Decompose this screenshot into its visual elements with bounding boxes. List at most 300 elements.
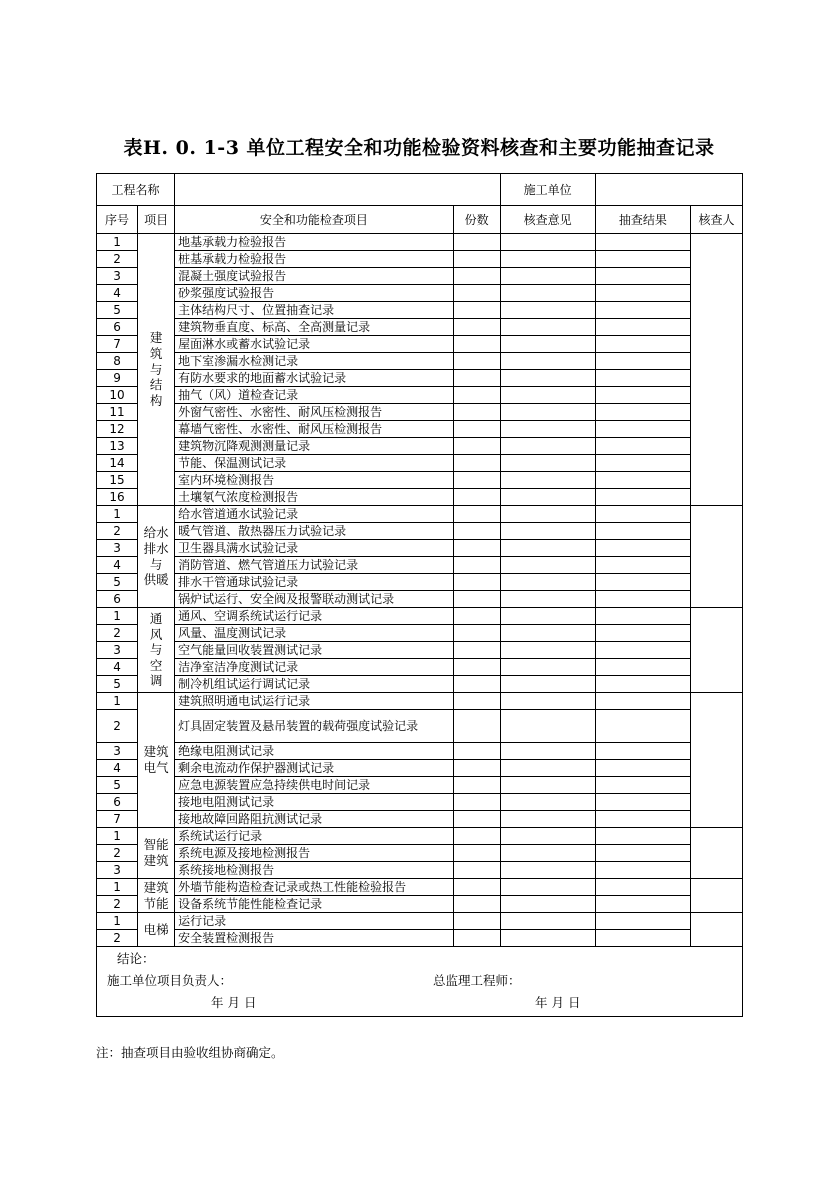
category-text: 与 — [149, 556, 163, 572]
table-row — [97, 438, 743, 455]
opinion-cell[interactable] — [500, 693, 595, 710]
copies-cell[interactable] — [453, 642, 500, 659]
copies-cell[interactable] — [453, 794, 500, 811]
opinion-cell[interactable] — [500, 455, 595, 472]
opinion-cell[interactable] — [500, 251, 595, 268]
opinion-cell[interactable] — [500, 642, 595, 659]
category-text: 节能 — [143, 895, 169, 911]
result-cell[interactable] — [595, 794, 690, 811]
check-item-name: 建筑物沉降观测测量记录 — [175, 438, 453, 455]
category-text: 电梯 — [143, 921, 169, 937]
opinion-cell[interactable] — [500, 743, 595, 760]
table-row — [97, 523, 743, 540]
opinion-cell[interactable] — [500, 353, 595, 370]
table-row — [97, 336, 743, 353]
row-number: 2 — [97, 930, 138, 947]
opinion-cell[interactable] — [500, 319, 595, 336]
copies-cell[interactable] — [453, 591, 500, 608]
table-row — [97, 285, 743, 302]
check-item-name: 接地电阻测试记录 — [175, 794, 453, 811]
opinion-cell[interactable] — [500, 591, 595, 608]
copies-cell[interactable] — [453, 930, 500, 947]
result-cell[interactable] — [595, 930, 690, 947]
copies-cell[interactable] — [453, 421, 500, 438]
check-item-name: 接地故障回路阻抗测试记录 — [175, 811, 453, 828]
table-row — [97, 828, 743, 845]
result-cell[interactable] — [595, 777, 690, 794]
opinion-cell[interactable] — [500, 438, 595, 455]
check-item-name: 洁净室洁净度测试记录 — [175, 659, 453, 676]
contractor-label: 施工单位 — [500, 174, 595, 206]
category-text: 与 — [149, 642, 163, 658]
table-row — [97, 693, 743, 710]
row-number: 12 — [97, 421, 138, 438]
opinion-cell[interactable] — [500, 845, 595, 862]
date-right: 年 月 日 — [535, 995, 581, 1010]
opinion-cell[interactable] — [500, 234, 595, 251]
checker-cell[interactable] — [690, 879, 742, 913]
copies-cell[interactable] — [453, 862, 500, 879]
check-item-name: 土壤氡气浓度检测报告 — [175, 489, 453, 506]
project-name-label: 工程名称 — [97, 174, 175, 206]
opinion-cell[interactable] — [500, 574, 595, 591]
checker-cell[interactable] — [690, 828, 742, 879]
check-item-name: 地基承载力检验报告 — [175, 234, 453, 251]
table-row — [97, 455, 743, 472]
copies-cell[interactable] — [453, 913, 500, 930]
table-row — [97, 591, 743, 608]
check-item-name: 空气能量回收装置测试记录 — [175, 642, 453, 659]
category-text: 排水 — [143, 540, 169, 556]
checker-cell[interactable] — [690, 506, 742, 608]
table-row — [97, 710, 743, 743]
result-cell[interactable] — [595, 234, 690, 251]
opinion-cell[interactable] — [500, 760, 595, 777]
row-number: 3 — [97, 862, 138, 879]
check-item-name: 建筑照明通电试运行记录 — [175, 693, 453, 710]
column-header-row — [97, 206, 743, 234]
opinion-cell[interactable] — [500, 896, 595, 913]
table-row — [97, 811, 743, 828]
check-item-name: 节能、保温测试记录 — [175, 455, 453, 472]
col-header-result: 抽查结果 — [595, 206, 690, 234]
opinion-cell[interactable] — [500, 285, 595, 302]
row-number: 4 — [97, 285, 138, 302]
row-number: 6 — [97, 794, 138, 811]
row-number: 10 — [97, 387, 138, 404]
check-item-name: 绝缘电阻测试记录 — [175, 743, 453, 760]
copies-cell[interactable] — [453, 370, 500, 387]
result-cell[interactable] — [595, 896, 690, 913]
table-row — [97, 353, 743, 370]
category-text: 建筑 — [143, 879, 169, 895]
table-row — [97, 676, 743, 693]
copies-cell[interactable] — [453, 557, 500, 574]
row-number: 13 — [97, 438, 138, 455]
check-item-name: 地下室渗漏水检测记录 — [175, 353, 453, 370]
opinion-cell[interactable] — [500, 913, 595, 930]
result-cell[interactable] — [595, 879, 690, 896]
row-number: 7 — [97, 336, 138, 353]
row-number: 1 — [97, 879, 138, 896]
table-row — [97, 489, 743, 506]
result-cell[interactable] — [595, 268, 690, 285]
copies-cell[interactable] — [453, 523, 500, 540]
table-row — [97, 659, 743, 676]
category-label — [138, 828, 175, 879]
table-row — [97, 896, 743, 913]
table-row — [97, 404, 743, 421]
check-item-name: 外窗气密性、水密性、耐风压检测报告 — [175, 404, 453, 421]
copies-cell[interactable] — [453, 438, 500, 455]
check-item-name: 系统接地检测报告 — [175, 862, 453, 879]
table-row — [97, 642, 743, 659]
row-number: 16 — [97, 489, 138, 506]
opinion-cell[interactable] — [500, 710, 595, 743]
copies-cell[interactable] — [453, 251, 500, 268]
opinion-cell[interactable] — [500, 625, 595, 642]
opinion-cell[interactable] — [500, 862, 595, 879]
check-item-name: 系统电源及接地检测报告 — [175, 845, 453, 862]
copies-cell[interactable] — [453, 404, 500, 421]
result-cell[interactable] — [595, 523, 690, 540]
copies-cell[interactable] — [453, 828, 500, 845]
category-text: 结 — [149, 377, 163, 393]
result-cell[interactable] — [595, 676, 690, 693]
copies-cell[interactable] — [453, 608, 500, 625]
table-row — [97, 574, 743, 591]
table-row — [97, 319, 743, 336]
opinion-cell[interactable] — [500, 370, 595, 387]
category-text: 建筑 — [143, 853, 169, 868]
check-item-name: 屋面淋水或蓄水试验记录 — [175, 336, 453, 353]
result-cell[interactable] — [595, 659, 690, 676]
row-number: 11 — [97, 404, 138, 421]
opinion-cell[interactable] — [500, 404, 595, 421]
copies-cell[interactable] — [453, 710, 500, 743]
category-text: 建 — [149, 330, 163, 346]
result-cell[interactable] — [595, 319, 690, 336]
result-cell[interactable] — [595, 336, 690, 353]
table-row — [97, 625, 743, 642]
category-text: 与 — [149, 361, 163, 377]
col-header-seq: 序号 — [97, 206, 138, 234]
copies-cell[interactable] — [453, 659, 500, 676]
row-number: 1 — [97, 693, 138, 710]
signature-row — [97, 947, 743, 1017]
row-number: 5 — [97, 302, 138, 319]
opinion-cell[interactable] — [500, 879, 595, 896]
copies-cell[interactable] — [453, 319, 500, 336]
result-cell[interactable] — [595, 693, 690, 710]
conclusion-label: 结论： — [117, 951, 155, 966]
opinion-cell[interactable] — [500, 506, 595, 523]
row-number: 1 — [97, 234, 138, 251]
project-info-row — [97, 174, 743, 206]
row-number: 3 — [97, 642, 138, 659]
row-number: 4 — [97, 557, 138, 574]
result-cell[interactable] — [595, 828, 690, 845]
copies-cell[interactable] — [453, 879, 500, 896]
category-label — [138, 234, 175, 506]
check-item-name: 风量、温度测试记录 — [175, 625, 453, 642]
copies-cell[interactable] — [453, 676, 500, 693]
copies-cell[interactable] — [453, 489, 500, 506]
check-item-name: 给水管道通水试验记录 — [175, 506, 453, 523]
check-item-name: 主体结构尺寸、位置抽查记录 — [175, 302, 453, 319]
row-number: 8 — [97, 353, 138, 370]
check-item-name: 灯具固定装置及悬吊装置的载荷强度试验记录 — [175, 710, 453, 743]
opinion-cell[interactable] — [500, 336, 595, 353]
row-number: 7 — [97, 811, 138, 828]
copies-cell[interactable] — [453, 760, 500, 777]
row-number: 5 — [97, 777, 138, 794]
result-cell[interactable] — [595, 302, 690, 319]
category-text: 调 — [149, 673, 163, 689]
check-item-name: 锅炉试运行、安全阀及报警联动测试记录 — [175, 591, 453, 608]
opinion-cell[interactable] — [500, 557, 595, 574]
result-cell[interactable] — [595, 421, 690, 438]
check-item-name: 剩余电流动作保护器测试记录 — [175, 760, 453, 777]
check-item-name: 建筑物垂直度、标高、全高测量记录 — [175, 319, 453, 336]
copies-cell[interactable] — [453, 777, 500, 794]
document-title: 表H. 0. 1-3 单位工程安全和功能检验资料核查和主要功能抽查记录 — [123, 137, 715, 159]
copies-cell[interactable] — [453, 811, 500, 828]
check-item-name: 外墙节能构造检查记录或热工性能检验报告 — [175, 879, 453, 896]
result-cell[interactable] — [595, 489, 690, 506]
row-number: 2 — [97, 523, 138, 540]
row-number: 6 — [97, 591, 138, 608]
check-item-name: 通风、空调系统试运行记录 — [175, 608, 453, 625]
result-cell[interactable] — [595, 642, 690, 659]
copies-cell[interactable] — [453, 896, 500, 913]
copies-cell[interactable] — [453, 693, 500, 710]
result-cell[interactable] — [595, 591, 690, 608]
copies-cell[interactable] — [453, 574, 500, 591]
opinion-cell[interactable] — [500, 794, 595, 811]
opinion-cell[interactable] — [500, 302, 595, 319]
table-row — [97, 268, 743, 285]
category-label — [138, 608, 175, 693]
col-header-item: 安全和功能检查项目 — [175, 206, 453, 234]
result-cell[interactable] — [595, 285, 690, 302]
opinion-cell[interactable] — [500, 608, 595, 625]
opinion-cell[interactable] — [500, 811, 595, 828]
row-number: 2 — [97, 845, 138, 862]
copies-cell[interactable] — [453, 540, 500, 557]
table-row — [97, 845, 743, 862]
table-row — [97, 777, 743, 794]
row-number: 9 — [97, 370, 138, 387]
result-cell[interactable] — [595, 438, 690, 455]
category-text: 空 — [149, 657, 163, 673]
copies-cell[interactable] — [453, 455, 500, 472]
category-label — [138, 693, 175, 828]
result-cell[interactable] — [595, 574, 690, 591]
col-header-opinion: 核查意见 — [500, 206, 595, 234]
category-text: 风 — [149, 626, 163, 642]
row-number: 3 — [97, 540, 138, 557]
result-cell[interactable] — [595, 472, 690, 489]
project-name-field[interactable] — [175, 174, 500, 206]
table-row — [97, 913, 743, 930]
check-item-name: 消防管道、燃气管道压力试验记录 — [175, 557, 453, 574]
table-row — [97, 760, 743, 777]
check-item-name: 安全装置检测报告 — [175, 930, 453, 947]
opinion-cell[interactable] — [500, 472, 595, 489]
copies-cell[interactable] — [453, 336, 500, 353]
result-cell[interactable] — [595, 404, 690, 421]
table-row — [97, 743, 743, 760]
table-row — [97, 370, 743, 387]
col-header-category: 项目 — [138, 206, 175, 234]
category-text: 供暖 — [143, 572, 169, 588]
result-cell[interactable] — [595, 540, 690, 557]
check-item-name: 有防水要求的地面蓄水试验记录 — [175, 370, 453, 387]
check-item-name: 幕墙气密性、水密性、耐风压检测报告 — [175, 421, 453, 438]
check-item-name: 排水干管通球试验记录 — [175, 574, 453, 591]
date-left: 年 月 日 — [211, 995, 257, 1010]
category-label — [138, 506, 175, 608]
table-row — [97, 879, 743, 896]
opinion-cell[interactable] — [500, 676, 595, 693]
checker-cell[interactable] — [690, 608, 742, 693]
result-cell[interactable] — [595, 251, 690, 268]
result-cell[interactable] — [595, 387, 690, 404]
opinion-cell[interactable] — [500, 659, 595, 676]
check-item-name: 暖气管道、散热器压力试验记录 — [175, 523, 453, 540]
category-text: 构 — [149, 392, 163, 408]
contractor-field[interactable] — [595, 174, 742, 206]
checker-cell[interactable] — [690, 913, 742, 947]
table-row — [97, 862, 743, 879]
row-number: 6 — [97, 319, 138, 336]
row-number: 3 — [97, 268, 138, 285]
result-cell[interactable] — [595, 710, 690, 743]
table-row — [97, 506, 743, 523]
result-cell[interactable] — [595, 557, 690, 574]
row-number: 1 — [97, 913, 138, 930]
row-number: 14 — [97, 455, 138, 472]
checker-cell[interactable] — [690, 234, 742, 506]
result-cell[interactable] — [595, 811, 690, 828]
opinion-cell[interactable] — [500, 387, 595, 404]
result-cell[interactable] — [595, 455, 690, 472]
copies-cell[interactable] — [453, 268, 500, 285]
checker-cell[interactable] — [690, 693, 742, 828]
row-number: 15 — [97, 472, 138, 489]
result-cell[interactable] — [595, 608, 690, 625]
check-item-name: 室内环境检测报告 — [175, 472, 453, 489]
result-cell[interactable] — [595, 760, 690, 777]
category-text: 筑 — [149, 346, 163, 362]
opinion-cell[interactable] — [500, 828, 595, 845]
check-item-name: 制冷机组试运行调试记录 — [175, 676, 453, 693]
copies-cell[interactable] — [453, 625, 500, 642]
result-cell[interactable] — [595, 370, 690, 387]
copies-cell[interactable] — [453, 506, 500, 523]
result-cell[interactable] — [595, 913, 690, 930]
table-row — [97, 608, 743, 625]
opinion-cell[interactable] — [500, 540, 595, 557]
chief-supervisor-label: 总监理工程师： — [433, 973, 521, 988]
category-text: 建筑 — [143, 744, 169, 760]
col-header-checker: 核查人 — [690, 206, 742, 234]
result-cell[interactable] — [595, 506, 690, 523]
copies-cell[interactable] — [453, 285, 500, 302]
table-row — [97, 472, 743, 489]
copies-cell[interactable] — [453, 472, 500, 489]
signature-block — [97, 947, 743, 1017]
check-item-name: 抽气（风）道检查记录 — [175, 387, 453, 404]
check-item-name: 桩基承载力检验报告 — [175, 251, 453, 268]
check-item-name: 系统试运行记录 — [175, 828, 453, 845]
opinion-cell[interactable] — [500, 523, 595, 540]
copies-cell[interactable] — [453, 845, 500, 862]
row-number: 1 — [97, 608, 138, 625]
row-number: 2 — [97, 251, 138, 268]
opinion-cell[interactable] — [500, 489, 595, 506]
row-number: 3 — [97, 743, 138, 760]
check-item-name: 卫生器具满水试验记录 — [175, 540, 453, 557]
result-cell[interactable] — [595, 743, 690, 760]
footnote: 注：抽查项目由验收组协商确定。 — [96, 1045, 284, 1060]
row-number: 1 — [97, 828, 138, 845]
result-cell[interactable] — [595, 845, 690, 862]
table-row — [97, 251, 743, 268]
table-row — [97, 302, 743, 319]
table-row — [97, 557, 743, 574]
category-text: 通 — [149, 610, 163, 626]
col-header-copies: 份数 — [453, 206, 500, 234]
row-number: 5 — [97, 574, 138, 591]
row-number: 2 — [97, 710, 138, 743]
category-label — [138, 879, 175, 913]
copies-cell[interactable] — [453, 743, 500, 760]
row-number: 1 — [97, 506, 138, 523]
check-item-name: 砂浆强度试验报告 — [175, 285, 453, 302]
row-number: 5 — [97, 676, 138, 693]
result-cell[interactable] — [595, 353, 690, 370]
check-item-name: 混凝土强度试验报告 — [175, 268, 453, 285]
row-number: 2 — [97, 896, 138, 913]
check-item-name: 应急电源装置应急持续供电时间记录 — [175, 777, 453, 794]
check-item-name: 设备系统节能性能检查记录 — [175, 896, 453, 913]
result-cell[interactable] — [595, 625, 690, 642]
copies-cell[interactable] — [453, 353, 500, 370]
check-item-name: 运行记录 — [175, 913, 453, 930]
opinion-cell[interactable] — [500, 421, 595, 438]
contractor-manager-label: 施工单位项目负责人： — [107, 973, 233, 988]
table-row — [97, 930, 743, 947]
opinion-cell[interactable] — [500, 777, 595, 794]
copies-cell[interactable] — [453, 234, 500, 251]
table-row — [97, 421, 743, 438]
opinion-cell[interactable] — [500, 268, 595, 285]
result-cell[interactable] — [595, 862, 690, 879]
inspection-table — [96, 173, 743, 1017]
category-text: 电气 — [143, 760, 169, 775]
row-number: 2 — [97, 625, 138, 642]
copies-cell[interactable] — [453, 387, 500, 404]
table-row — [97, 234, 743, 251]
copies-cell[interactable] — [453, 302, 500, 319]
category-text: 给水 — [143, 525, 169, 541]
opinion-cell[interactable] — [500, 930, 595, 947]
category-text: 智能 — [143, 837, 169, 853]
table-row — [97, 387, 743, 404]
row-number: 4 — [97, 659, 138, 676]
